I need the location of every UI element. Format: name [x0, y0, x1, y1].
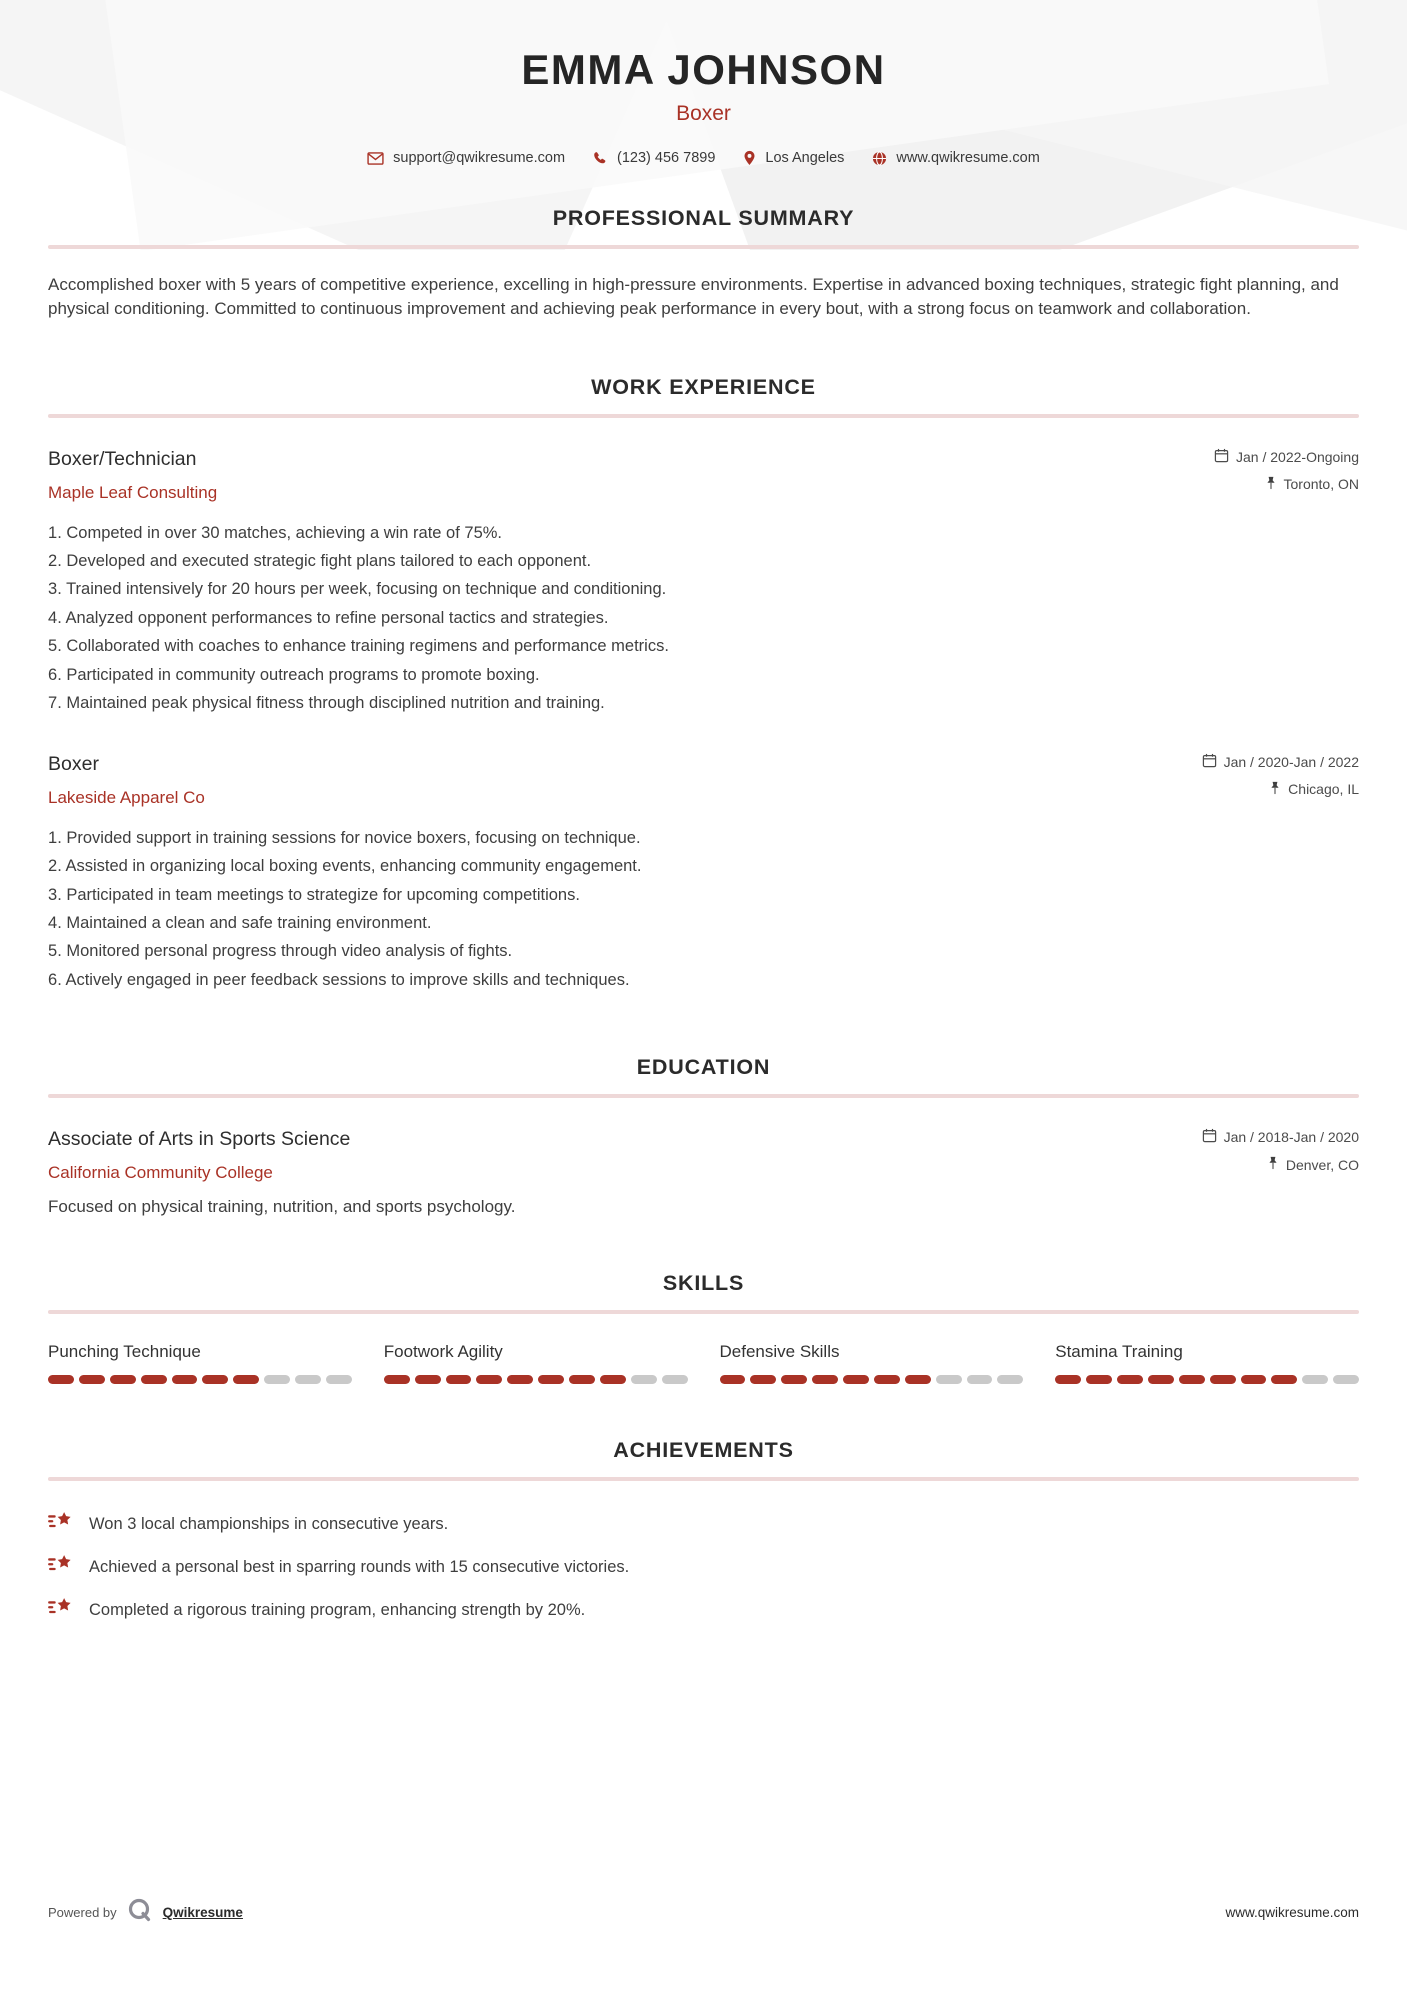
summary-text: Accomplished boxer with 5 years of competitive experience, excelling in high-pressure environments. Expertise in advanced boxing techniques, strategic fight planning, and physical conditioning. Committed to continuous improvement and achieving peak performance in every bout, with a strong focus on teamwork and collaboration.	[48, 275, 1339, 318]
footer-branding	[48, 1897, 243, 1928]
skill-bar-segment	[631, 1375, 657, 1384]
skill-bar-segment	[905, 1375, 931, 1384]
skill-bar	[1055, 1375, 1359, 1384]
job-company: Maple Leaf Consulting	[48, 482, 218, 502]
job-dates: Jan / 2022-Ongoing	[1236, 448, 1359, 465]
skill-bar-segment	[264, 1375, 290, 1384]
skill-bar	[720, 1375, 1024, 1384]
job-entry-meta	[1214, 448, 1359, 493]
skill-item	[1055, 1342, 1359, 1384]
section-divider	[48, 1094, 1359, 1098]
skill-name: Defensive Skills	[719, 1342, 840, 1362]
section-education	[48, 1055, 1359, 1217]
education-entry	[48, 1128, 1359, 1217]
skill-item	[48, 1342, 352, 1384]
section-work-experience	[48, 375, 1359, 992]
skill-bar-segment	[1117, 1375, 1143, 1384]
contact-location	[743, 150, 844, 166]
skill-bar-segment	[538, 1375, 564, 1384]
job-entry-left	[48, 753, 205, 808]
skill-bar-segment	[1271, 1375, 1297, 1384]
candidate-name: EMMA JOHNSON	[521, 46, 886, 93]
page-footer	[48, 1897, 1359, 1928]
section-achievements	[48, 1438, 1359, 1623]
section-skills	[48, 1271, 1359, 1384]
candidate-job-title: Boxer	[676, 102, 731, 125]
skill-bar-segment	[233, 1375, 259, 1384]
education-location-row	[1202, 1156, 1359, 1173]
job-location: Chicago, IL	[1288, 781, 1359, 798]
skill-bar-segment	[446, 1375, 472, 1384]
skill-bar-segment	[507, 1375, 533, 1384]
education-entry-head	[48, 1128, 1359, 1183]
skill-bar-segment	[781, 1375, 807, 1384]
contact-location-text: Los Angeles	[765, 150, 845, 166]
job-bullet: Provided support in training sessions for novice boxers, focusing on technique.	[66, 828, 641, 847]
qwikresume-q-icon	[127, 1897, 153, 1928]
skill-bar-segment	[141, 1375, 167, 1384]
skill-bar-segment	[936, 1375, 962, 1384]
job-bullet: Monitored personal progress through video analysis of fights.	[66, 942, 513, 961]
skill-bar-segment	[720, 1375, 746, 1384]
job-bullet: Maintained a clean and safe training environment.	[66, 913, 432, 932]
achievement-item	[48, 1511, 1359, 1537]
education-school: California Community College	[48, 1163, 273, 1183]
education-entry-left	[48, 1128, 350, 1183]
skill-bar-segment	[48, 1375, 74, 1384]
achievement-item	[48, 1554, 1359, 1580]
skill-bar-segment	[1055, 1375, 1081, 1384]
pushpin-icon	[1267, 1156, 1279, 1173]
education-dates-row	[1202, 1128, 1359, 1146]
skill-name: Footwork Agility	[383, 1342, 503, 1362]
section-divider	[48, 245, 1359, 249]
skill-bar-segment	[967, 1375, 993, 1384]
achievement-text: Completed a rigorous training program, enhancing strength by 20%.	[89, 1600, 586, 1619]
resume-header	[48, 0, 1359, 166]
skill-bar-segment	[569, 1375, 595, 1384]
job-dates: Jan / 2020-Jan / 2022	[1223, 753, 1359, 770]
job-bullet: Trained intensively for 20 hours per week, focusing on technique and conditioning.	[66, 580, 667, 599]
job-bullet: Competed in over 30 matches, achieving a win rate of 75%.	[66, 523, 503, 542]
skill-bar-segment	[662, 1375, 688, 1384]
job-entry	[48, 448, 1359, 715]
shooting-star-icon	[48, 1554, 73, 1580]
section-heading: SKILLS	[662, 1271, 745, 1296]
skill-bar-segment	[326, 1375, 352, 1384]
job-bullet: Assisted in organizing local boxing events, enhancing community engagement.	[65, 857, 642, 876]
job-bullet: Analyzed opponent performances to refine personal tactics and strategies.	[65, 608, 609, 627]
job-dates-row	[1202, 753, 1359, 771]
skill-bar-segment	[295, 1375, 321, 1384]
footer-website-url[interactable]: www.qwikresume.com	[1225, 1905, 1359, 1920]
contact-phone[interactable]	[593, 150, 715, 166]
job-dates-row	[1214, 448, 1359, 466]
skill-bar-segment	[79, 1375, 105, 1384]
skill-bar-segment	[812, 1375, 838, 1384]
skill-bar-segment	[415, 1375, 441, 1384]
globe-icon	[872, 151, 887, 166]
job-bullet-list	[48, 523, 1359, 715]
contact-row	[48, 150, 1359, 166]
job-location: Toronto, ON	[1283, 476, 1359, 493]
job-entry-head	[48, 448, 1359, 503]
job-title: Boxer/Technician	[48, 447, 197, 470]
job-location-row	[1202, 781, 1359, 798]
section-divider	[48, 414, 1359, 418]
education-description: Focused on physical training, nutrition, and sports psychology.	[48, 1197, 516, 1217]
achievement-text: Won 3 local championships in consecutive years.	[89, 1514, 449, 1533]
phone-icon	[593, 151, 608, 166]
job-entry-head	[48, 753, 1359, 808]
shooting-star-icon	[48, 1511, 73, 1537]
job-bullet-list	[48, 828, 1359, 992]
skill-bar-segment	[750, 1375, 776, 1384]
skill-bar-segment	[384, 1375, 410, 1384]
skills-grid	[48, 1342, 1359, 1384]
job-bullet: Maintained peak physical fitness through disciplined nutrition and training.	[66, 694, 605, 713]
job-bullet: Actively engaged in peer feedback sessions to improve skills and techniques.	[65, 970, 630, 989]
job-bullet: Participated in community outreach programs to promote boxing.	[66, 665, 540, 684]
skill-bar	[48, 1375, 352, 1384]
pushpin-icon	[1265, 476, 1277, 493]
skill-bar-segment	[476, 1375, 502, 1384]
calendar-icon	[1202, 1128, 1217, 1146]
skill-bar-segment	[110, 1375, 136, 1384]
skill-bar-segment	[1241, 1375, 1267, 1384]
education-entry-meta	[1202, 1128, 1359, 1173]
contact-phone-text: (123) 456 7899	[617, 150, 716, 166]
qwikresume-link[interactable]: Qwikresume	[162, 1905, 243, 1920]
section-heading: ACHIEVEMENTS	[613, 1438, 794, 1463]
skill-bar-segment	[1086, 1375, 1112, 1384]
section-divider	[48, 1310, 1359, 1314]
skill-item	[720, 1342, 1024, 1384]
skill-bar-segment	[202, 1375, 228, 1384]
skill-name: Stamina Training	[1055, 1342, 1183, 1362]
education-degree: Associate of Arts in Sports Science	[48, 1128, 351, 1151]
education-dates: Jan / 2018-Jan / 2020	[1223, 1129, 1359, 1146]
achievement-item	[48, 1597, 1359, 1623]
calendar-icon	[1202, 753, 1217, 771]
powered-by-label: Powered by	[48, 1905, 117, 1920]
contact-website[interactable]	[872, 150, 1039, 166]
section-divider	[48, 1477, 1359, 1481]
skill-bar-segment	[1333, 1375, 1359, 1384]
job-company: Lakeside Apparel Co	[48, 787, 205, 807]
skill-bar-segment	[1148, 1375, 1174, 1384]
pushpin-icon	[1269, 781, 1281, 798]
map-pin-icon	[743, 150, 756, 166]
calendar-icon	[1214, 448, 1229, 466]
section-heading: WORK EXPERIENCE	[591, 374, 816, 399]
job-bullet: Developed and executed strategic fight plans tailored to each opponent.	[66, 552, 592, 571]
skill-bar	[384, 1375, 688, 1384]
job-entry-meta	[1202, 753, 1359, 798]
skill-bar-segment	[172, 1375, 198, 1384]
contact-email[interactable]	[367, 150, 565, 166]
section-heading: PROFESSIONAL SUMMARY	[552, 206, 855, 230]
shooting-star-icon	[48, 1597, 73, 1623]
job-location-row	[1214, 476, 1359, 493]
skill-bar-segment	[1179, 1375, 1205, 1384]
skill-bar-segment	[600, 1375, 626, 1384]
skill-bar-segment	[843, 1375, 869, 1384]
skill-bar-segment	[1302, 1375, 1328, 1384]
job-entry	[48, 753, 1359, 992]
job-bullet: Collaborated with coaches to enhance training regimens and performance metrics.	[66, 637, 669, 656]
job-entry-left	[48, 448, 217, 503]
envelope-icon	[367, 152, 384, 165]
job-bullet: Participated in team meetings to strategize for upcoming competitions.	[66, 885, 580, 904]
section-professional-summary	[48, 206, 1359, 321]
skill-bar-segment	[997, 1375, 1023, 1384]
skill-bar-segment	[874, 1375, 900, 1384]
education-location: Denver, CO	[1285, 1156, 1359, 1173]
skill-item	[384, 1342, 688, 1384]
skill-name: Punching Technique	[48, 1342, 201, 1362]
achievements-list	[48, 1511, 1359, 1623]
contact-email-text: support@qwikresume.com	[393, 150, 566, 166]
contact-website-text: www.qwikresume.com	[896, 150, 1040, 166]
skill-bar-segment	[1210, 1375, 1236, 1384]
section-heading: EDUCATION	[636, 1055, 771, 1080]
job-title: Boxer	[48, 752, 99, 775]
achievement-text: Achieved a personal best in sparring rounds with 15 consecutive victories.	[89, 1557, 630, 1576]
